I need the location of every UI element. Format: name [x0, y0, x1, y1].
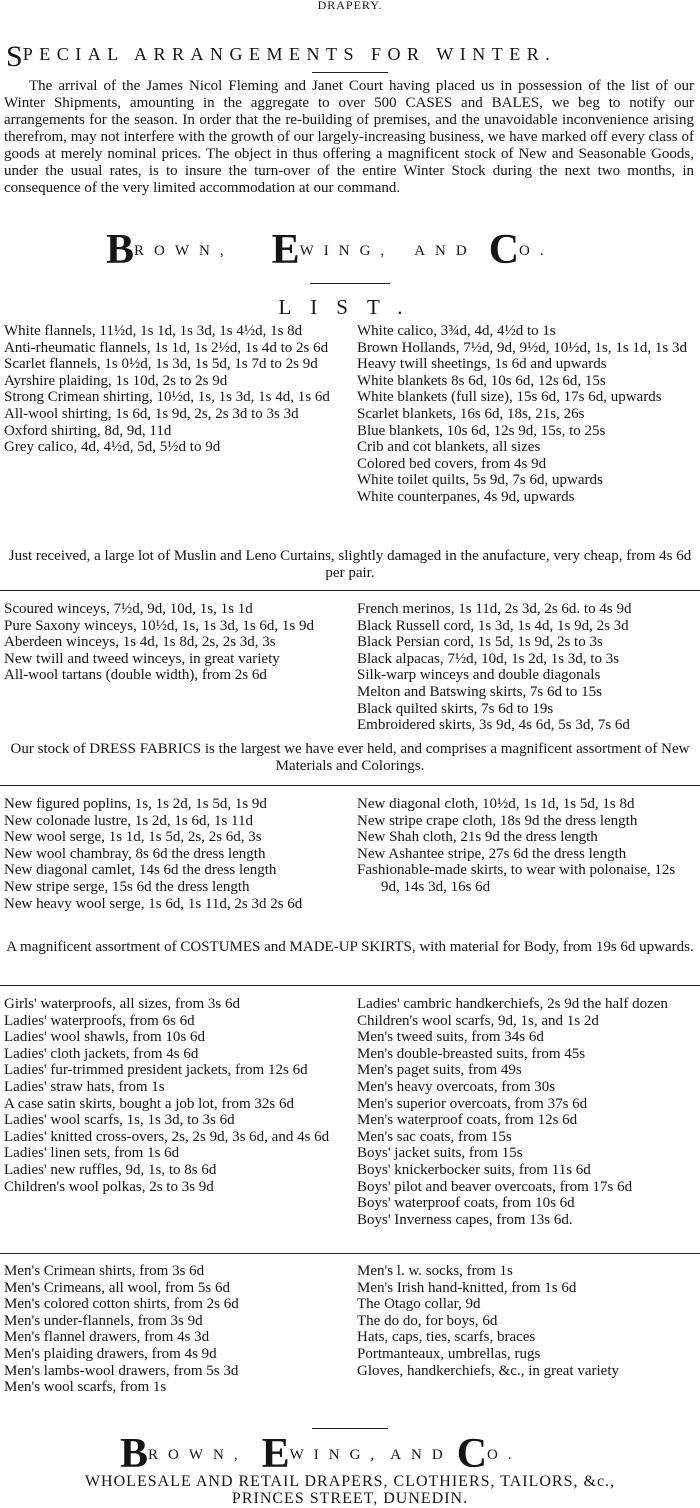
list-item: Black Persian cord, 1s 5d, 1s 9d, 2s to 3s	[357, 634, 603, 651]
list-item: White blankets 8s 6d, 10s 6d, 12s 6d, 15s	[357, 372, 606, 389]
list-item: White calico, 3¾d, 4d, 4½d to 1s	[357, 323, 556, 339]
divider	[310, 283, 390, 284]
list-item: Men's flannel drawers, from 4s 3d	[4, 1329, 210, 1346]
list-item: Men's waterproof coats, from 12s 6d	[357, 1112, 578, 1129]
list-item: Men's heavy overcoats, from 30s	[357, 1078, 556, 1095]
list-item: Men's tweed suits, from 34s 6d	[357, 1029, 544, 1046]
footer-line-1: WHOLESALE AND RETAIL DRAPERS, CLOTHIERS, TAILORS, &c.,	[84, 1473, 616, 1490]
list-item: Scarlet flannels, 1s 0½d, 1s 3d, 1s 5d, 1s 7d to 2s 9d	[4, 356, 318, 373]
list-item: White toilet quilts, 5s 9d, 7s 6d, upwards	[357, 472, 603, 489]
section-5-right	[357, 1263, 696, 1379]
list-item: Hats, caps, ties, scarfs, braces	[357, 1329, 536, 1346]
list-item: Black alpacas, 7½d, 10d, 1s 2d, 1s 3d, to 3s	[357, 650, 620, 667]
section-2-left	[4, 601, 346, 684]
list-item: Men's double-breasted suits, from 45s	[357, 1045, 586, 1062]
list-item: French merinos, 1s 11d, 2s 3d, 2s 6d. to 4s 9d	[357, 601, 632, 617]
list-item: The do do, for boys, 6d	[357, 1312, 498, 1329]
list-item: Men's sac coats, from 15s	[357, 1128, 512, 1145]
list-item: White blankets (full size), 15s 6d, 17s 6d, upwards	[357, 389, 662, 406]
list-item: Black Russell cord, 1s 3d, 1s 4d, 1s 9d, 2s 3d	[357, 617, 629, 634]
list-item: White flannels, 11½d, 1s 1d, 1s 3d, 1s 4½d, 1s 8d	[4, 323, 303, 339]
list-item: New wool chambray, 8s 6d the dress length	[4, 845, 266, 862]
list-item: Men's Crimeans, all wool, from 5s 6d	[4, 1279, 231, 1296]
section-3-left	[4, 796, 346, 912]
list-item: New Shah cloth, 21s 9d the dress length	[357, 829, 598, 846]
list-item: New wool serge, 1s 1d, 1s 5d, 2s, 2s 6d, 3s	[4, 829, 262, 846]
list-item: Men's under-flannels, from 3s 9d	[4, 1312, 203, 1329]
list-item: Fashionable-made skirts, to wear with polonaise, 12s 9d, 14s 3d, 16s 6d	[357, 862, 676, 895]
divider	[312, 72, 388, 73]
footer-signature: BROWN, EWING, ANDCO.	[120, 1431, 522, 1477]
list-item: Crib and cot blankets, all sizes	[357, 439, 541, 456]
intro-text: The arrival of the James Nicol Fleming and Janet Court having placed us in possession of the list of our Winter Shipments, amounting in the aggregate to over 500 CASES and BALES, we beg to notify our arrangements for the season. In order that the re-building of premises, and the unavoidable inconvenience arising therefrom, may not interfere with the growth of our largely-increasing business, we have marked off every class of goods at merely nominal prices. The object in thus offering a magnificent stock of New and Seasonable Goods, under the usual rates, is to insure the turn-over of the entire Winter Stock during the next two months, in consequence of the very limited accommodation at our command.	[4, 78, 694, 196]
section-2-right	[357, 601, 696, 734]
list-item: Ladies' cambric handkerchiefs, 2s 9d the half dozen	[357, 996, 668, 1012]
section-note: A magnificent assortment of COSTUMES and MADE-UP SKIRTS, with material for Body, from 19s 6d upwards.	[6, 939, 694, 955]
list-item: Ladies' waterproofs, from 6s 6d	[4, 1012, 195, 1029]
list-item: Heavy twill sheetings, 1s 6d and upwards	[357, 356, 607, 373]
list-item: Scoured winceys, 7½d, 9d, 10d, 1s, 1s 1d	[4, 601, 253, 617]
list-item: The Otago collar, 9d	[357, 1296, 481, 1313]
list-item: Men's plaiding drawers, from 4s 9d	[4, 1345, 217, 1362]
section-4-left	[4, 996, 346, 1195]
section-rule	[0, 985, 700, 986]
list-item: Oxford shirting, 8d, 9d, 11d	[4, 422, 172, 439]
list-item: New heavy wool serge, 1s 6d, 1s 11d, 2s 3d 2s 6d	[4, 895, 303, 912]
list-item: Strong Crimean shirting, 10½d, 1s, 1s 3d, 1s 4d, 1s 6d	[4, 389, 330, 406]
section-4-right	[357, 996, 696, 1228]
list-item: Ladies' new ruffles, 9d, 1s, to 8s 6d	[4, 1161, 217, 1178]
list-item: White counterpanes, 4s 9d, upwards	[357, 488, 575, 505]
firm-signature: BROWN, EWING, AND CO.	[106, 227, 554, 273]
list-item: Brown Hollands, 7½d, 9d, 9½d, 10½d, 1s, 1s 1d, 1s 3d	[357, 339, 688, 356]
section-header: DRAPERY.	[317, 0, 383, 10]
section-rule	[0, 590, 700, 591]
list-item: Blue blankets, 10s 6d, 12s 9d, 15s, to 25s	[357, 422, 606, 439]
list-item: Boys' Inverness capes, from 13s 6d.	[357, 1211, 573, 1228]
list-item: New twill and tweed winceys, in great variety	[4, 650, 280, 667]
list-item: New stripe crape cloth, 18s 9d the dress length	[357, 812, 638, 829]
list-item: A case satin skirts, bought a job lot, from 32s 6d	[4, 1095, 294, 1112]
list-item: Men's wool scarfs, from 1s	[4, 1379, 167, 1396]
list-item: Grey calico, 4d, 4½d, 5d, 5½d to 9d	[4, 439, 221, 456]
list-item: Portmanteaux, umbrellas, rugs	[357, 1345, 541, 1362]
list-item: Anti-rheumatic flannels, 1s 1d, 1s 2½d, 1s 4d to 2s 6d	[4, 339, 329, 356]
section-5-left	[4, 1263, 346, 1396]
list-item: New Ashantee stripe, 27s 6d the dress length	[357, 845, 627, 862]
list-item: New diagonal cloth, 10½d, 1s 1d, 1s 5d, 1s 8d	[357, 796, 635, 812]
list-item: Children's wool polkas, 2s to 3s 9d	[4, 1178, 214, 1195]
footer-line-2: PRINCES STREET, DUNEDIN.	[231, 1490, 469, 1507]
list-item: Black quilted skirts, 7s 6d to 19s	[357, 700, 554, 717]
section-3-right	[357, 796, 696, 896]
section-1-right	[357, 323, 696, 506]
section-rule	[0, 1253, 700, 1254]
list-item: New figured poplins, 1s, 1s 2d, 1s 5d, 1s 9d	[4, 796, 267, 812]
list-item: Ladies' linen sets, from 1s 6d	[4, 1145, 180, 1162]
section-rule	[0, 785, 700, 786]
list-item: Boys' pilot and beaver overcoats, from 17s 6d	[357, 1178, 633, 1195]
list-item: Aberdeen winceys, 1s 4d, 1s 8d, 2s, 2s 3d, 3s	[4, 634, 276, 651]
list-item: Scarlet blankets, 16s 6d, 18s, 21s, 26s	[357, 405, 585, 422]
list-item: Embroidered skirts, 3s 9d, 4s 6d, 5s 3d, 7s 6d	[357, 717, 630, 734]
list-item: All-wool shirting, 1s 6d, 1s 9d, 2s, 2s 3d to 3s 3d	[4, 405, 299, 422]
list-item: Boys' jacket suits, from 15s	[357, 1145, 523, 1162]
list-item: New diagonal camlet, 14s 6d the dress length	[4, 862, 277, 879]
list-item: Men's l. w. socks, from 1s	[357, 1263, 513, 1279]
list-item: Ladies' knitted cross-overs, 2s, 2s 9d, 3s 6d, and 4s 6d	[4, 1128, 330, 1145]
list-item: Ladies' wool scarfs, 1s, 1s 3d, to 3s 6d	[4, 1112, 235, 1129]
list-item: Men's colored cotton shirts, from 2s 6d	[4, 1296, 239, 1313]
divider	[312, 1428, 388, 1429]
list-item: Boys' waterproof coats, from 10s 6d	[357, 1195, 575, 1212]
list-item: Colored bed covers, from 4s 9d	[357, 455, 547, 472]
list-title: LIST.	[278, 295, 422, 319]
list-item: Ayrshire plaiding, 1s 10d, 2s to 2s 9d	[4, 372, 228, 389]
list-item: Men's lambs-wool drawers, from 5s 3d	[4, 1362, 239, 1379]
list-item: Men's paget suits, from 49s	[357, 1062, 522, 1079]
list-item: Men's Crimean shirts, from 3s 6d	[4, 1263, 205, 1279]
list-item: Melton and Batswing skirts, 7s 6d to 15s	[357, 683, 603, 700]
list-item: Boys' knickerbocker suits, from 11s 6d	[357, 1161, 591, 1178]
section-note: Our stock of DRESS FABRICS is the largest we have ever held, and comprises a magnificent assortment of New Materials and Colorings.	[10, 741, 690, 774]
list-item: Gloves, handkerchiefs, &c., in great variety	[357, 1362, 619, 1379]
list-item: Ladies' straw hats, from 1s	[4, 1078, 165, 1095]
list-item: Ladies' cloth jackets, from 4s 6d	[4, 1045, 199, 1062]
section-note: Just received, a large lot of Muslin and Leno Curtains, slightly damaged in the anufacture, very cheap, from 4s 6d per pair.	[8, 548, 692, 581]
advert-title: SPECIAL ARRANGEMENTS FOR WINTER.	[6, 40, 557, 73]
list-item: Men's Irish hand-knitted, from 1s 6d	[357, 1279, 577, 1296]
list-item: Girls' waterproofs, all sizes, from 3s 6d	[4, 996, 240, 1012]
list-item: All-wool tartans (double width), from 2s 6d	[4, 667, 267, 684]
section-1-left	[4, 323, 346, 456]
list-item: Ladies' wool shawls, from 10s 6d	[4, 1029, 206, 1046]
list-item: Silk-warp winceys and double diagonals	[357, 667, 601, 684]
list-item: New colonade lustre, 1s 2d, 1s 6d, 1s 11d	[4, 812, 253, 829]
list-item: Ladies' fur-trimmed president jackets, from 12s 6d	[4, 1062, 308, 1079]
list-item: New stripe serge, 15s 6d the dress length	[4, 878, 250, 895]
list-item: Men's superior overcoats, from 37s 6d	[357, 1095, 588, 1112]
list-item: Children's wool scarfs, 9d, 1s, and 1s 2d	[357, 1012, 599, 1029]
list-item: Pure Saxony winceys, 10½d, 1s, 1s 3d, 1s 6d, 1s 9d	[4, 617, 314, 634]
